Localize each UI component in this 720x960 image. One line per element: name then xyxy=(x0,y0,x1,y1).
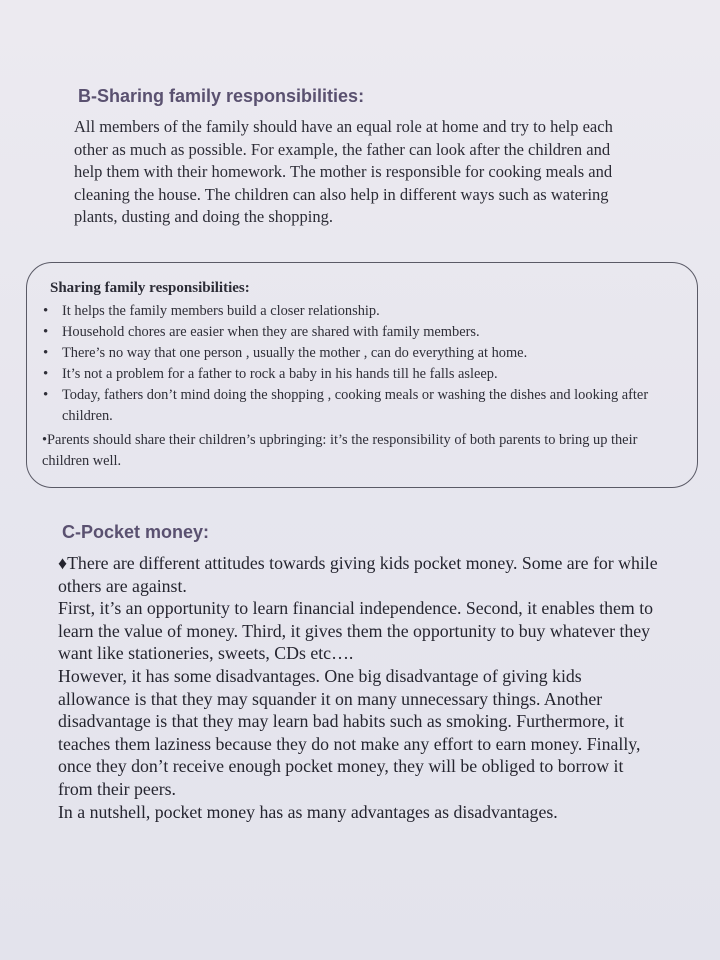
list-item-text: Household chores are easier when they are shared with family members. xyxy=(62,324,480,340)
list-item xyxy=(40,301,680,322)
list-item xyxy=(40,364,680,385)
section-c-title: C-Pocket money: xyxy=(62,522,210,542)
section-c-advantages: First, it’s an opportunity to learn financial independence. Second, it enables them to learn the value of money. Third, it gives them the opportunity to buy whatever they want like stationeries, sweets, CDs etc…. xyxy=(58,598,654,664)
list-item-text: There’s no way that one person , usually the mother , can do everything at home. xyxy=(62,345,528,361)
bullet-icon: • xyxy=(43,387,49,403)
section-c-conclusion: In a nutshell, pocket money has as many advantages as disadvantages. xyxy=(58,801,558,822)
bullet-icon: • xyxy=(43,366,49,382)
list-item xyxy=(40,343,680,364)
list-item-text: It’s not a problem for a father to rock a baby in his hands till he falls asleep. xyxy=(62,366,498,382)
summary-note: •Parents should share their children’s upbringing: it’s the responsibility of both parents to bring up their children well. xyxy=(42,432,638,469)
list-item xyxy=(40,322,680,343)
section-c-body xyxy=(58,552,658,823)
summary-bullet-list xyxy=(40,301,680,427)
bullet-icon: • xyxy=(43,324,49,340)
section-b-paragraph: All members of the family should have an equal role at home and try to help each other as much as possible. For example, the father can look after the children and help them with their homework. The mother is responsible for cooking meals and cleaning the house. The children can also help in different ways such as watering plants, dusting and doing the shopping. xyxy=(74,117,613,227)
summary-box-title: Sharing family responsibilities: xyxy=(50,280,250,296)
list-item xyxy=(40,385,680,427)
list-item-text: It helps the family members build a closer relationship. xyxy=(62,303,380,319)
section-b-title: B-Sharing family responsibilities: xyxy=(78,86,365,106)
section-c-intro: ♦There are different attitudes towards giving kids pocket money. Some are for while others are against. xyxy=(58,553,658,596)
bullet-icon: • xyxy=(43,345,49,361)
list-item-text: Today, fathers don’t mind doing the shopping , cooking meals or washing the dishes and looking after children. xyxy=(62,387,649,424)
bullet-icon: • xyxy=(43,303,49,319)
section-c-disadvantages: However, it has some disadvantages. One big disadvantage of giving kids allowance is that they may squander it on many unnecessary things. Another disadvantage is that they may learn bad habits such as smoking. Furthermore, it teaches them laziness because they do not make any effort to earn money. Finally, once they don’t receive enough pocket money, they will be obliged to borrow it from their peers. xyxy=(58,665,641,799)
